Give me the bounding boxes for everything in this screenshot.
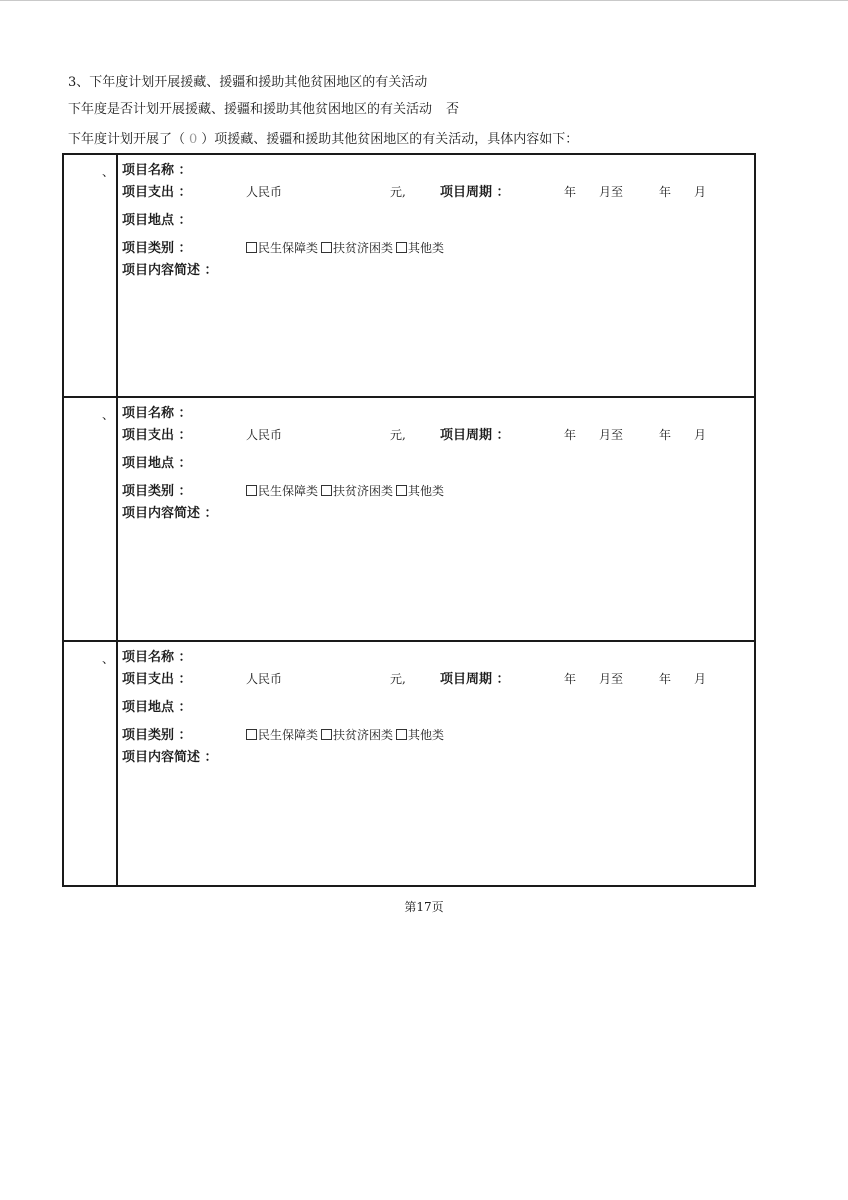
section-heading: 3、下年度计划开展援藏、援疆和援助其他贫困地区的有关活动	[68, 75, 428, 90]
checkbox-icon[interactable]	[321, 485, 332, 496]
column-divider	[116, 642, 118, 885]
period-month-end: 月	[694, 185, 707, 199]
project-category-label: 项目类别 ：	[122, 484, 192, 499]
project-location-label: 项目地点 ：	[122, 700, 192, 715]
period-year-end: 年	[659, 672, 672, 686]
project-row	[62, 153, 756, 397]
row-index-mark: 、	[102, 165, 115, 179]
project-period-label: 项目周期 ：	[440, 185, 510, 200]
count-value: 0	[189, 132, 198, 147]
project-name-label: 项目名称 ：	[122, 163, 192, 178]
period-year-start: 年	[564, 672, 577, 686]
category-option-other[interactable]: 其他类	[396, 728, 444, 742]
checkbox-icon[interactable]	[396, 242, 407, 253]
category-option-poverty[interactable]: 扶贫济困类	[321, 728, 393, 742]
checkbox-icon[interactable]	[396, 729, 407, 740]
category-option-livelihood[interactable]: 民生保障类	[246, 484, 318, 498]
category-option-other[interactable]: 其他类	[396, 241, 444, 255]
row-index-mark: 、	[102, 652, 115, 666]
project-expense-label: 项目支出 ：	[122, 428, 192, 443]
currency-text: 人民币	[246, 185, 283, 199]
project-category-label: 项目类别 ：	[122, 241, 192, 256]
checkbox-icon[interactable]	[321, 729, 332, 740]
scan-top-edge	[0, 0, 848, 1]
category-options	[246, 239, 447, 256]
period-year-start: 年	[564, 428, 577, 442]
category-option-livelihood[interactable]: 民生保障类	[246, 241, 318, 255]
period-month-end: 月	[694, 672, 707, 686]
checkbox-icon[interactable]	[246, 242, 257, 253]
yuan-text: 元,	[390, 428, 406, 442]
project-category-label: 项目类别 ：	[122, 728, 192, 743]
category-options	[246, 482, 447, 499]
period-month-to: 月至	[599, 672, 624, 686]
category-option-poverty[interactable]: 扶贫济困类	[321, 484, 393, 498]
checkbox-icon[interactable]	[246, 485, 257, 496]
project-period-label: 项目周期 ：	[440, 428, 510, 443]
checkbox-icon[interactable]	[321, 242, 332, 253]
project-location-label: 项目地点 ：	[122, 456, 192, 471]
question-text: 下年度是否计划开展援藏、援疆和援助其他贫困地区的有关活动	[68, 102, 433, 117]
yuan-text: 元,	[390, 672, 406, 686]
count-prefix: 下年度计划开展了（	[68, 132, 186, 147]
category-option-livelihood[interactable]: 民生保障类	[246, 728, 318, 742]
project-period-label: 项目周期 ：	[440, 672, 510, 687]
period-month-to: 月至	[599, 428, 624, 442]
checkbox-icon[interactable]	[396, 485, 407, 496]
category-option-other[interactable]: 其他类	[396, 484, 444, 498]
project-expense-label: 项目支出 ：	[122, 185, 192, 200]
project-expense-label: 项目支出 ：	[122, 672, 192, 687]
currency-text: 人民币	[246, 672, 283, 686]
period-month-end: 月	[694, 428, 707, 442]
category-option-poverty[interactable]: 扶贫济困类	[321, 241, 393, 255]
yuan-text: 元,	[390, 185, 406, 199]
project-name-label: 项目名称 ：	[122, 406, 192, 421]
project-location-label: 项目地点 ：	[122, 213, 192, 228]
period-year-end: 年	[659, 428, 672, 442]
currency-text: 人民币	[246, 428, 283, 442]
question-answer: 否	[446, 102, 460, 117]
project-row	[62, 641, 756, 887]
checkbox-icon[interactable]	[246, 729, 257, 740]
project-row	[62, 397, 756, 641]
period-year-end: 年	[659, 185, 672, 199]
project-name-label: 项目名称 ：	[122, 650, 192, 665]
column-divider	[116, 398, 118, 640]
project-description-label: 项目内容简述 ：	[122, 750, 218, 765]
category-options	[246, 726, 447, 743]
count-line	[68, 128, 578, 147]
question-line	[68, 98, 459, 117]
page-number: 第17页	[404, 900, 444, 914]
project-description-label: 项目内容简述 ：	[122, 506, 218, 521]
period-year-start: 年	[564, 185, 577, 199]
period-month-to: 月至	[599, 185, 624, 199]
count-suffix: ）项援藏、援疆和援助其他贫困地区的有关活动，具体内容如下：	[201, 132, 579, 147]
row-index-mark: 、	[102, 408, 115, 422]
project-description-label: 项目内容简述 ：	[122, 263, 218, 278]
column-divider	[116, 155, 118, 396]
